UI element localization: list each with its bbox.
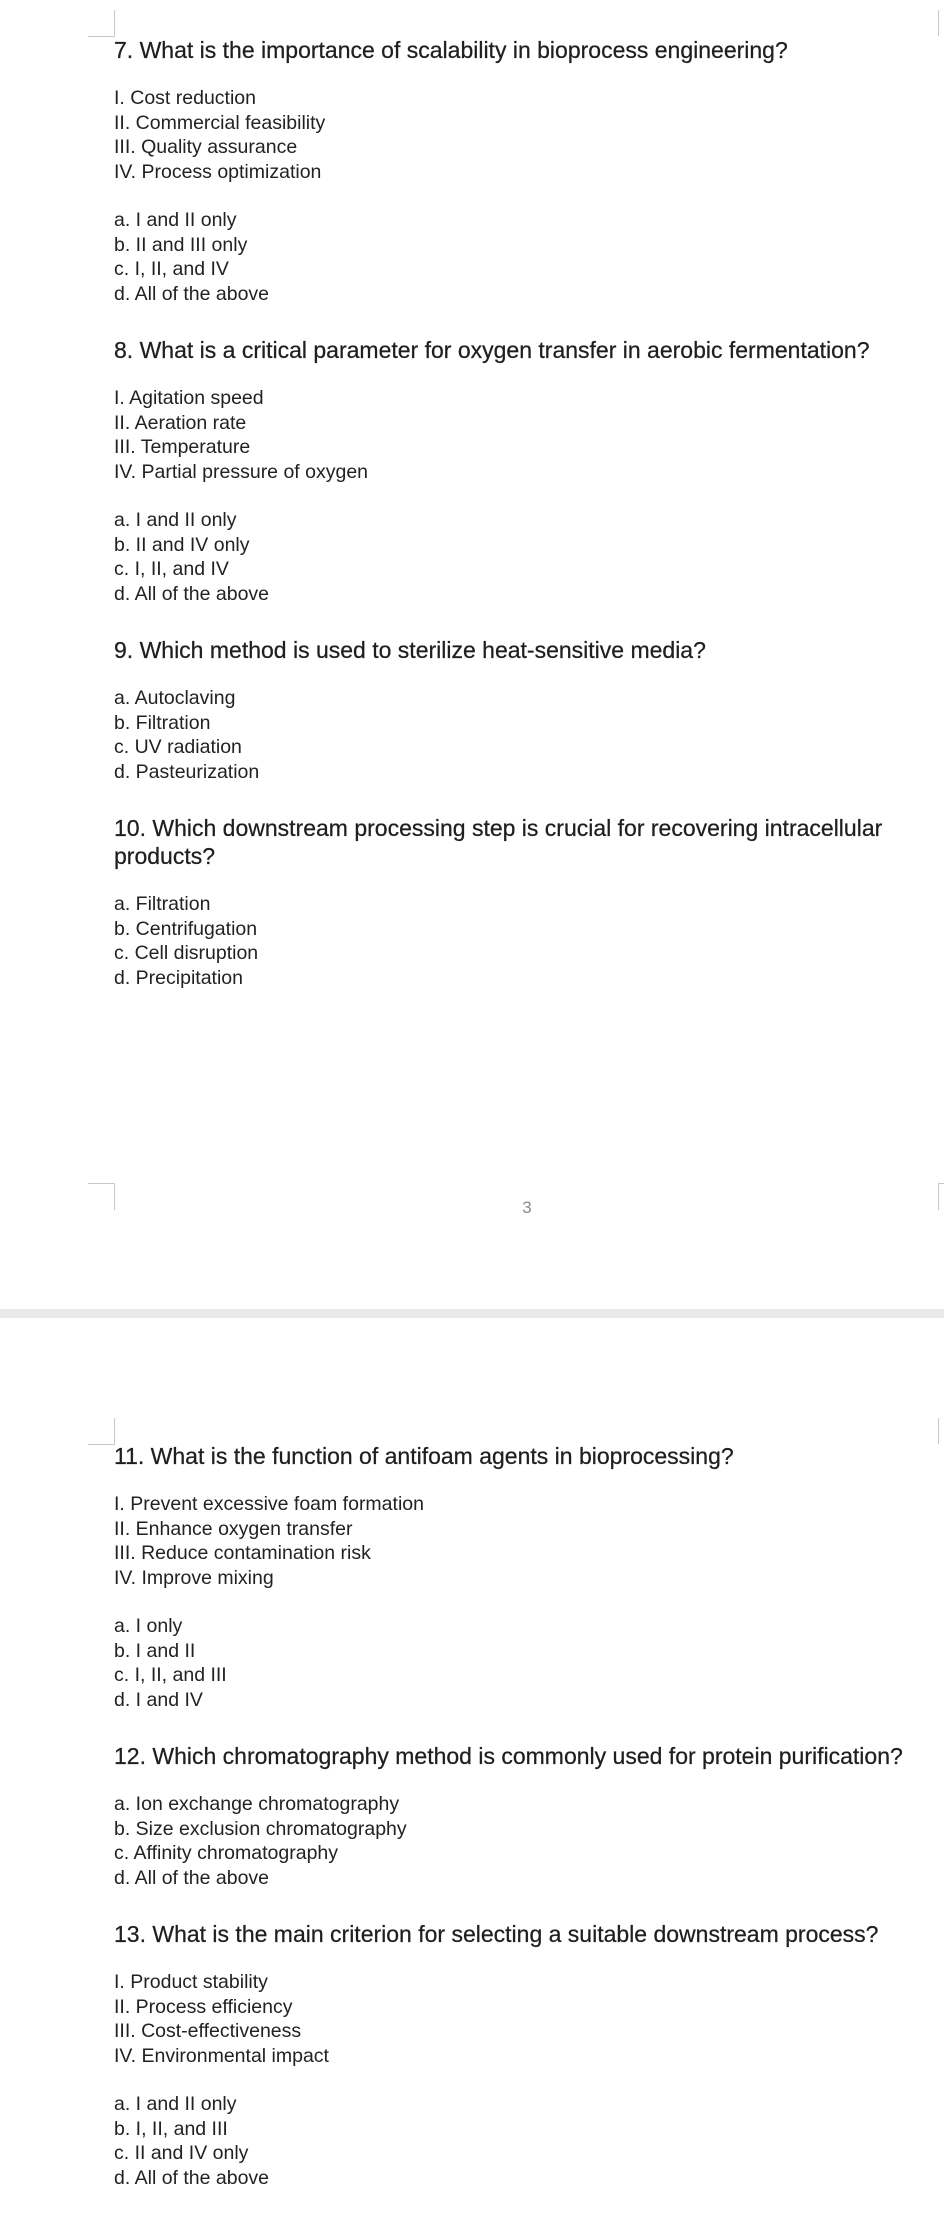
answer-option: d. All of the above [114,2166,270,2189]
statement-item: IV. Environmental impact [114,2044,329,2067]
answer-option: a. I only [114,1615,183,1637]
question-title: 11. What is the function of antifoam agents in bioprocessing? [114,1443,734,1469]
statement-item: IV. Partial pressure of oxygen [114,460,369,483]
question-title: 8. What is a critical parameter for oxygen transfer in aerobic fermentation? [114,337,870,363]
answer-option: c. I, II, and IV [114,258,229,280]
answer-option: c. Affinity chromatography [114,1842,339,1864]
statement-item: I. Cost reduction [114,87,256,109]
answer-option: b. II and IV only [114,533,250,556]
answer-option: b. I, II, and III [114,2117,228,2140]
option-list [114,208,944,306]
answer-option: d. All of the above [114,282,270,305]
answer-option: c. I, II, and III [114,1664,227,1686]
option-list [114,1792,944,1890]
option-list [114,1614,944,1712]
question-11 [114,1442,944,1712]
crop-mark-top-right [938,10,944,36]
statement-list [114,1492,944,1590]
answer-option: c. II and IV only [114,2142,249,2164]
answer-option: d. All of the above [114,582,270,605]
answer-option: b. Filtration [114,711,211,734]
option-list [114,686,944,784]
question-title: 12. Which chromatography method is commonly used for protein purification? [114,1743,903,1769]
answer-option: b. II and III only [114,233,248,256]
question-8 [114,336,944,606]
answer-option: c. UV radiation [114,736,242,758]
statement-item: III. Temperature [114,436,251,458]
answer-option: a. Ion exchange chromatography [114,1793,400,1815]
answer-option: b. I and II [114,1639,196,1662]
crop-mark-top-left [88,1418,115,1445]
option-list [114,892,944,990]
statement-item: II. Enhance oxygen transfer [114,1517,353,1540]
page-content [114,1442,944,2220]
answer-option: a. Filtration [114,893,211,915]
answer-option: c. I, II, and IV [114,558,229,580]
answer-option: a. I and II only [114,509,237,531]
answer-option: d. I and IV [114,1688,203,1711]
page-number: 3 [522,1198,532,1217]
statement-item: I. Prevent excessive foam formation [114,1493,424,1515]
question-13 [114,1920,944,2190]
question-title: 7. What is the importance of scalability in bioprocess engineering? [114,37,788,63]
answer-option: d. All of the above [114,1866,270,1889]
question-9 [114,636,944,784]
option-list [114,2092,944,2190]
answer-option: d. Pasteurization [114,760,260,783]
statement-item: III. Quality assurance [114,136,298,158]
answer-option: b. Centrifugation [114,917,258,940]
crop-mark-top-left [88,10,115,37]
statement-list [114,1970,944,2068]
crop-mark-top-right [938,1418,944,1444]
statement-item: II. Commercial feasibility [114,111,326,134]
answer-option: a. I and II only [114,2093,237,2115]
statement-item: II. Aeration rate [114,411,247,434]
statement-item: III. Reduce contamination risk [114,1542,371,1564]
answer-option: a. I and II only [114,209,237,231]
statement-item: IV. Process optimization [114,160,322,183]
answer-option: a. Autoclaving [114,687,236,709]
statement-list [114,386,944,484]
statement-item: I. Agitation speed [114,387,264,409]
answer-option: c. Cell disruption [114,942,259,964]
statement-item: III. Cost-effectiveness [114,2020,302,2042]
question-title: 9. Which method is used to sterilize heat-sensitive media? [114,637,706,663]
page-content [114,36,944,1020]
statement-item: II. Process efficiency [114,1995,293,2018]
statement-list [114,86,944,184]
question-10 [114,814,944,990]
question-title: 13. What is the main criterion for selecting a suitable downstream process? [114,1921,879,1947]
answer-option: b. Size exclusion chromatography [114,1817,407,1840]
question-7 [114,36,944,306]
question-title: 10. Which downstream processing step is crucial for recovering intracellular products? [114,815,883,869]
statement-item: I. Product stability [114,1971,268,1993]
document-page-4 [0,1318,944,2231]
answer-option: d. Precipitation [114,966,243,989]
option-list [114,508,944,606]
question-12 [114,1742,944,1890]
statement-item: IV. Improve mixing [114,1566,274,1589]
